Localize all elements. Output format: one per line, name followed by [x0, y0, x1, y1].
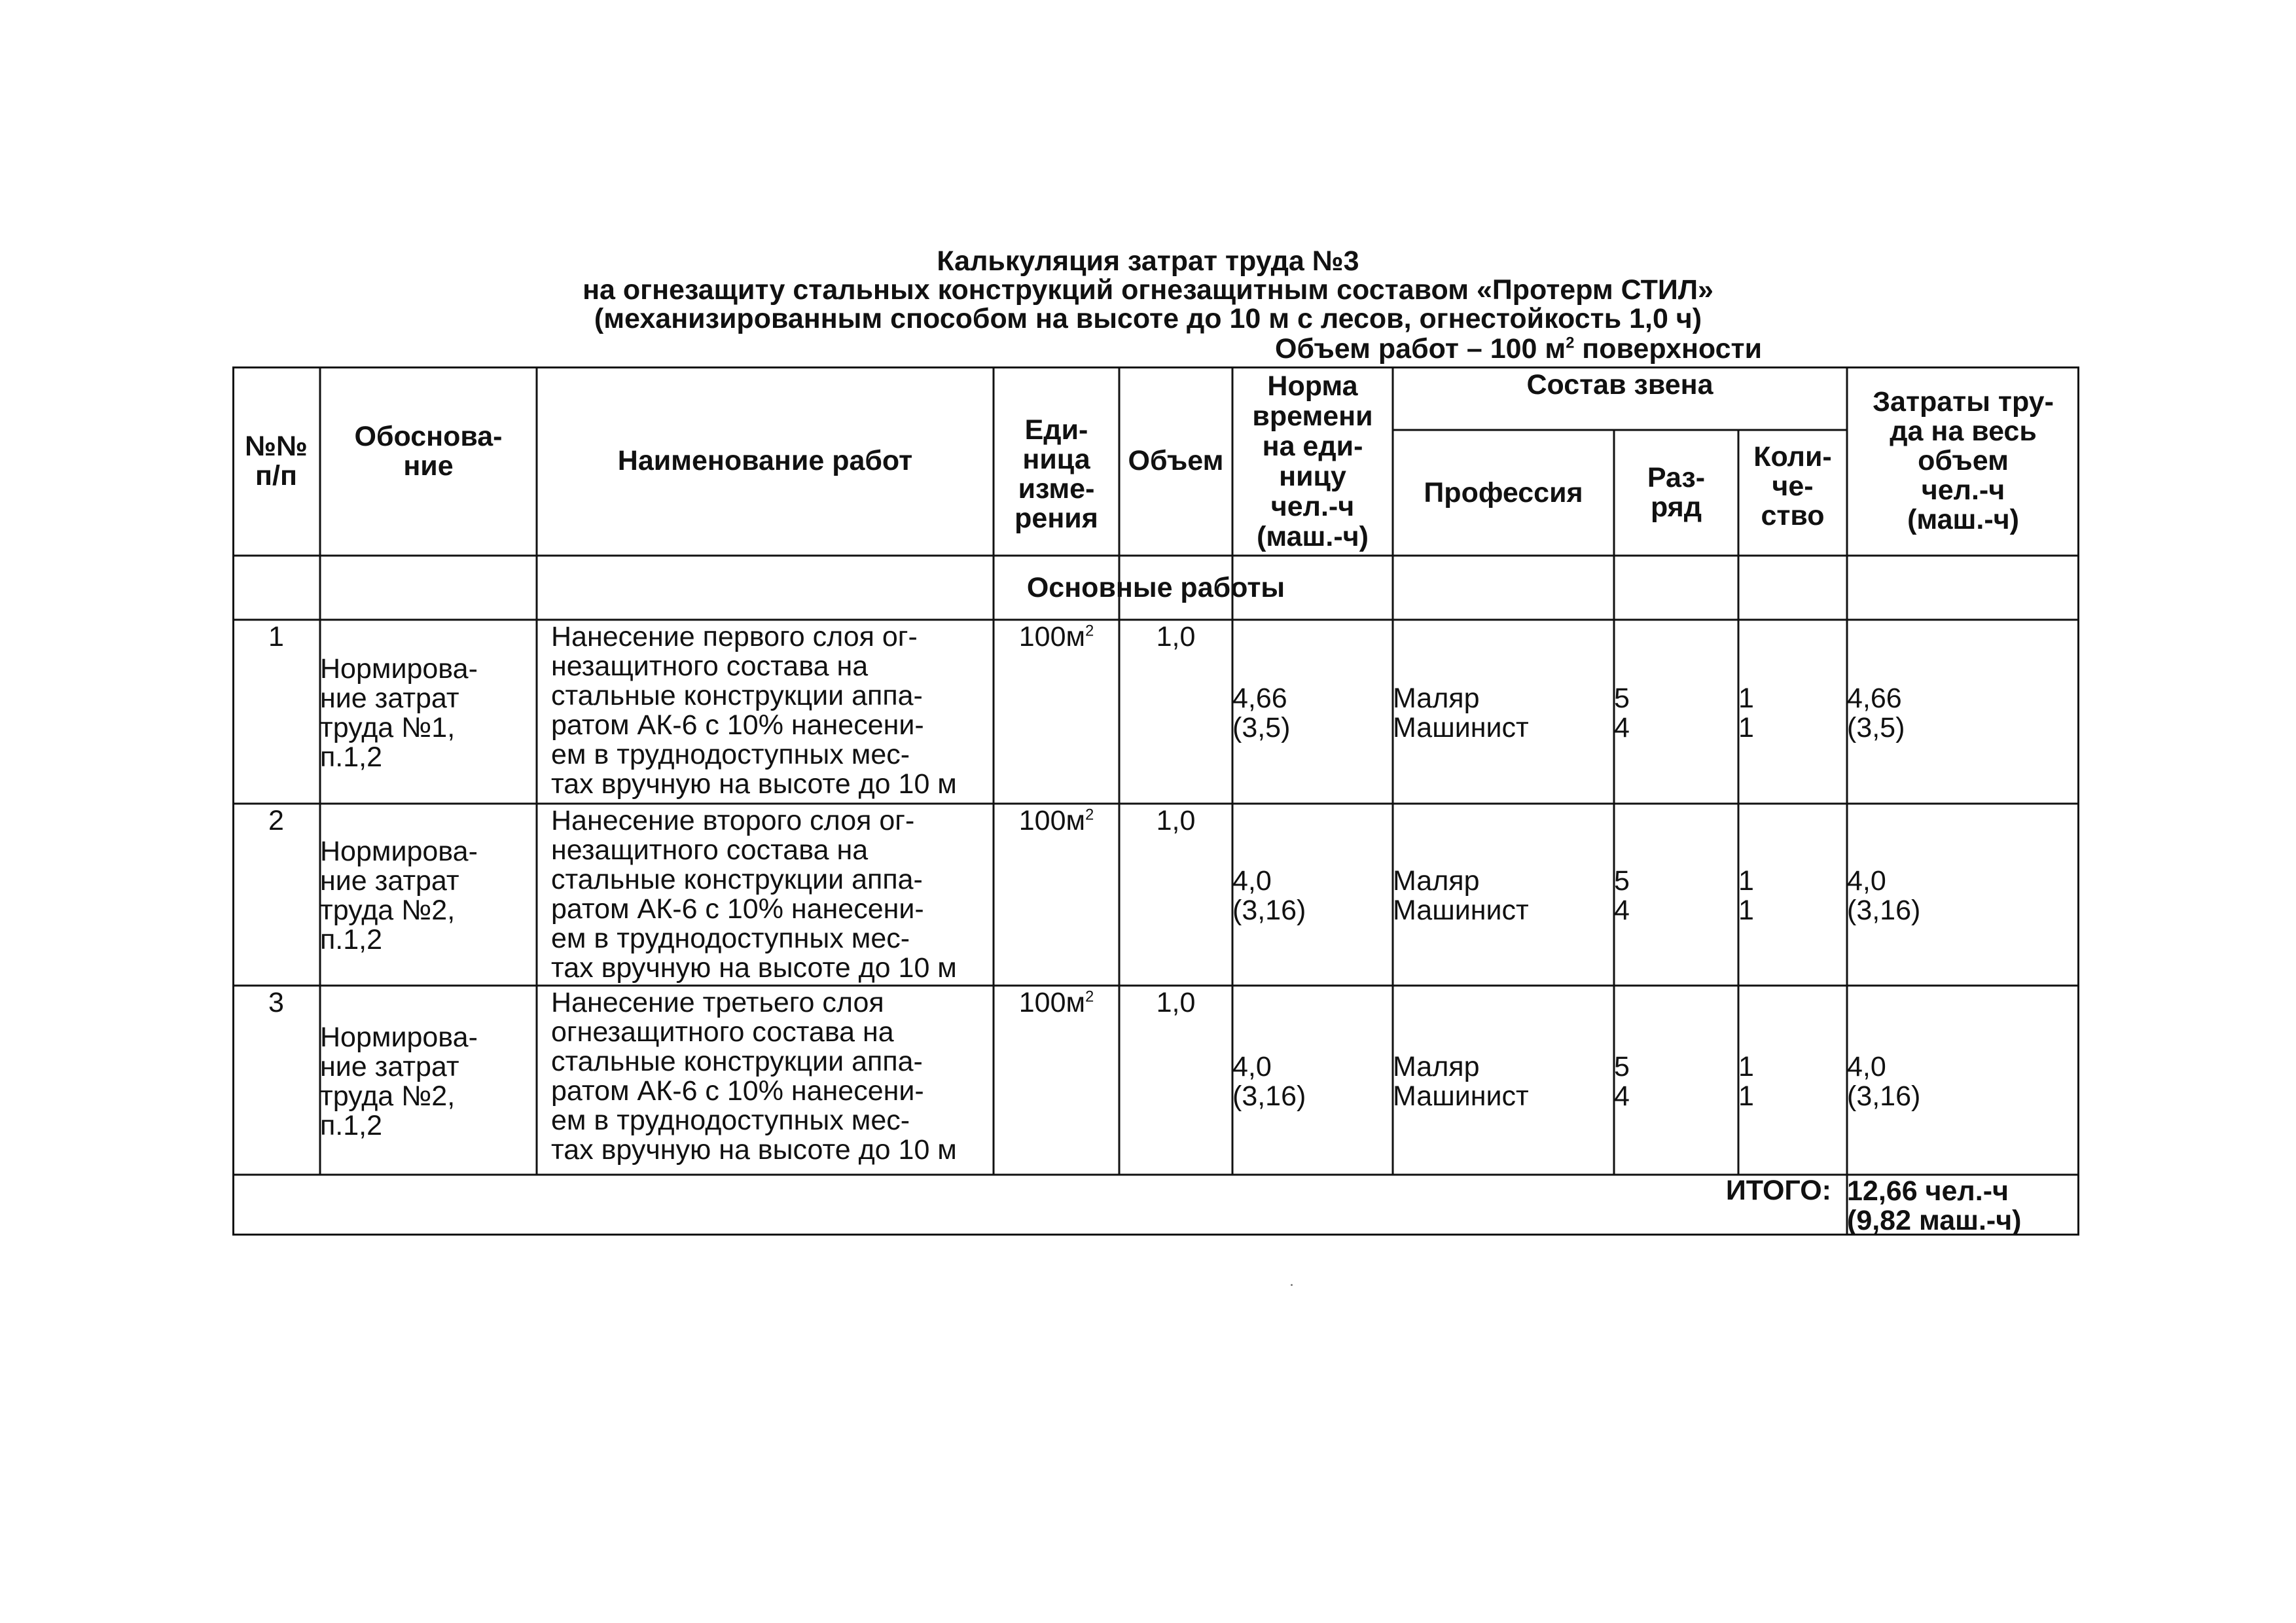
- table-row-unit: $100м^2$: [1018, 805, 1094, 836]
- table-row-time-norm: 4,0 (3,16): [1232, 1050, 1306, 1112]
- table-row-total-labor: 4,0 (3,16): [1847, 865, 1921, 926]
- table-row-count: 1 1: [1738, 1050, 1754, 1112]
- table-row-profession: Маляр Машинист: [1393, 1050, 1529, 1112]
- total-value: 12,66 чел.-ч (9,82 маш.-ч): [1847, 1175, 2022, 1236]
- table-row-volume: 1,0: [1156, 987, 1196, 1018]
- table-row-count: 1 1: [1738, 682, 1754, 743]
- header-volume: Объем: [1128, 445, 1224, 476]
- scan-speck: [1291, 1284, 1293, 1286]
- header-work-name: Наименование работ: [617, 445, 913, 476]
- header-profession: Профессия: [1424, 476, 1583, 508]
- header-total-labor: Затраты тру- да на весь объем чел.-ч (маш.-ч): [1873, 386, 2054, 535]
- work-volume-note: Объем работ – 100 $м^2$ поверхности: [1275, 333, 1763, 365]
- table-row-count: 1 1: [1738, 865, 1754, 926]
- table-row-time-norm: 4,66 (3,5): [1232, 682, 1291, 743]
- table-row-volume: 1,0: [1156, 805, 1196, 836]
- table-row-unit: $100м^2$: [1018, 987, 1094, 1018]
- table-row-total-labor: 4,66 (3,5): [1847, 682, 1905, 743]
- header-basis: Обоснова- ние: [354, 420, 503, 482]
- document-subtitle-conditions: (механизированным способом на высоте до 10 м с лесов, огнестойкость 1,0 ч): [594, 303, 1702, 334]
- table-row-number: 2: [268, 805, 284, 836]
- table-row-profession: Маляр Машинист: [1393, 682, 1529, 743]
- table-row-grade: 5 4: [1614, 1050, 1630, 1112]
- header-unit: Еди- ница изме- рения: [1014, 414, 1098, 534]
- header-count: Коли- че- ство: [1753, 440, 1832, 531]
- table-row-work-name: Нанесение третьего слоя огнезащитного состава на стальные конструкции аппа- ратом АК-6 с 10% нанесени- ем в труднодоступных мес- тах вручную на высоте до 10 м: [551, 987, 957, 1166]
- table-row-grade: 5 4: [1614, 682, 1630, 743]
- table-row-profession: Маляр Машинист: [1393, 865, 1529, 926]
- document-subtitle: на огнезащиту стальных конструкций огнезащитным составом «Протерм СТИЛ»: [583, 274, 1713, 306]
- table-row-number: 3: [268, 987, 284, 1018]
- table-row-basis: Нормирова- ние затрат труда №1, п.1,2: [320, 652, 478, 773]
- table-row-volume: 1,0: [1156, 621, 1196, 652]
- total-label: ИТОГО:: [1725, 1175, 1831, 1206]
- header-time-norm: Норма времени на еди- ницу чел.-ч (маш.-ч): [1252, 370, 1373, 552]
- section-title-main-works: Основные работы: [1026, 571, 1285, 603]
- table-row-work-name: Нанесение второго слоя ог- незащитного состава на стальные конструкции аппа- ратом АК-6 с 10% нанесени- ем в труднодоступных мес- тах вручную на высоте до 10 м: [551, 805, 957, 984]
- table-row-grade: 5 4: [1614, 865, 1630, 926]
- table-row-total-labor: 4,0 (3,16): [1847, 1050, 1921, 1112]
- table-row-number: 1: [268, 621, 284, 652]
- labor-cost-table: [232, 366, 2079, 1236]
- table-row-basis: Нормирова- ние затрат труда №2, п.1,2: [320, 1021, 478, 1141]
- table-row-unit: $100м^2$: [1018, 621, 1094, 652]
- header-row-number: №№ п/п: [245, 430, 308, 491]
- table-row-basis: Нормирова- ние затрат труда №2, п.1,2: [320, 836, 478, 955]
- table-row-time-norm: 4,0 (3,16): [1232, 865, 1306, 926]
- header-crew: Состав звена: [1526, 369, 1713, 401]
- table-row-work-name: Нанесение первого слоя ог- незащитного состава на стальные конструкции аппа- ратом АК-6 с 10% нанесени- ем в труднодоступных мес- тах вручную на высоте до 10 м: [551, 621, 957, 800]
- header-grade: Раз- ряд: [1647, 462, 1706, 523]
- document-title: Калькуляция затрат труда №3: [937, 245, 1359, 277]
